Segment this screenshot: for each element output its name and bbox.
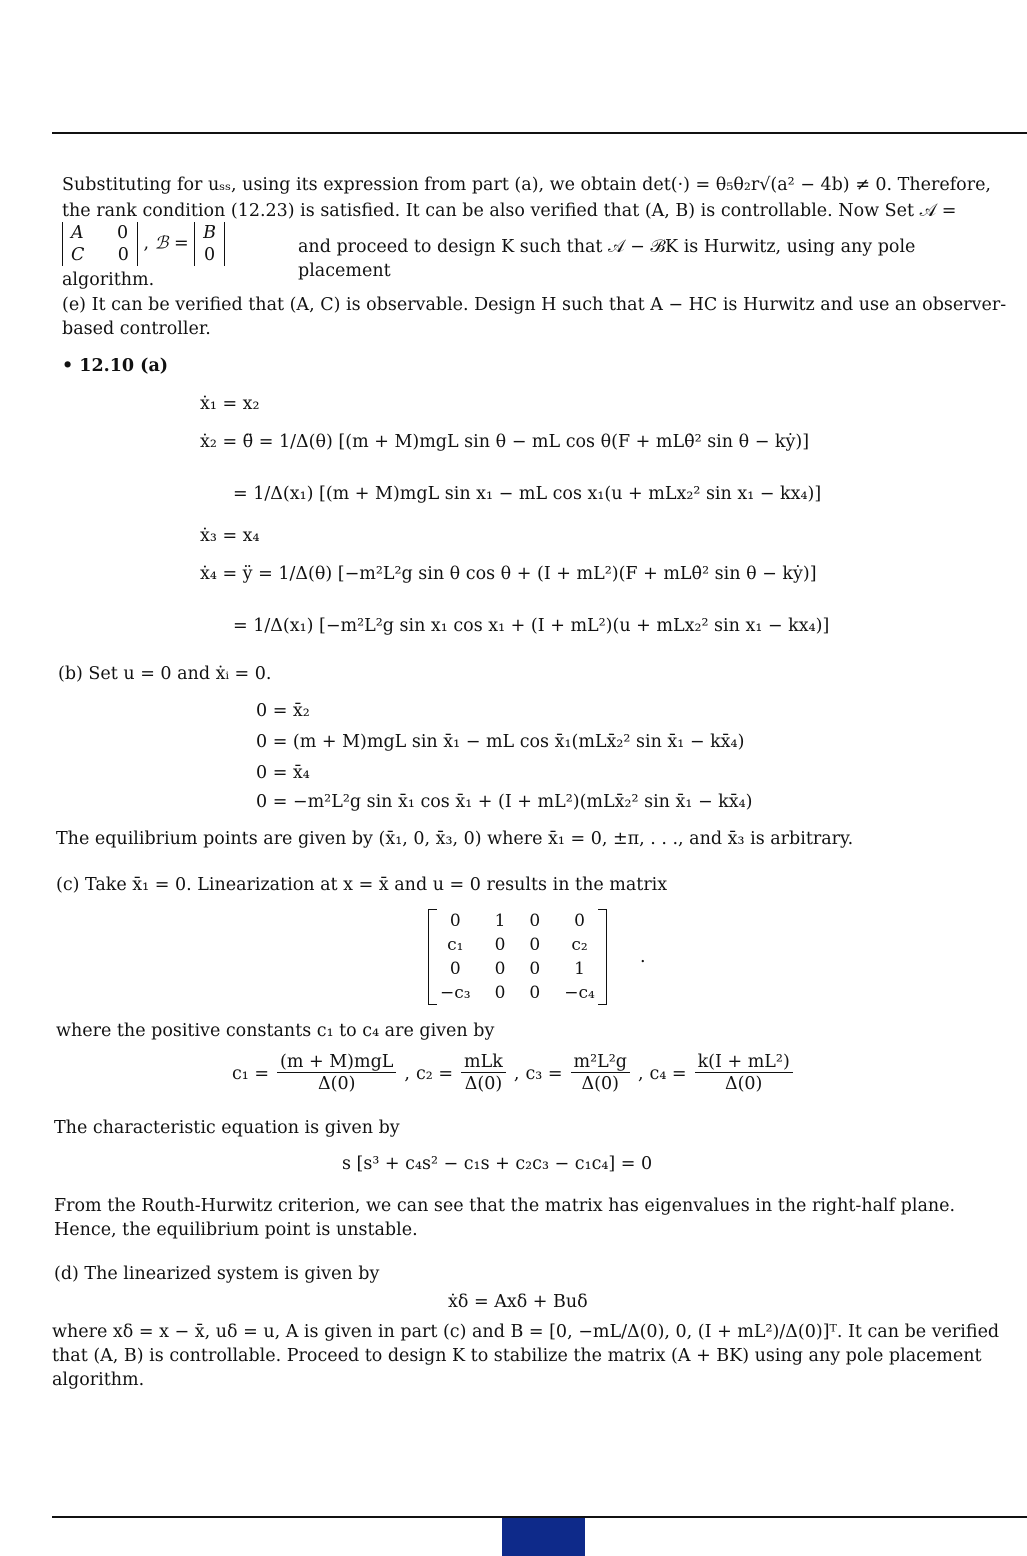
matrix-cell: 0 [529,911,541,931]
matrix-cell: 1 [494,911,506,931]
eq-a-5: ẋ₄ = ÿ = 1/Δ(θ) [−m²L²g sin θ cos θ + (I + mL²)(F + mLθ̇² sin θ − kẏ)] [200,564,817,584]
matrix-cell: c₂ [571,935,588,955]
constant-c1-fraction: $\frac{\text{(m + M)mgL}}{\Delta(0)}$ [277,1052,396,1095]
paragraph-substituting-3: and proceed to design K such that 𝒜 − ℬK is Hurwitz, using any pole placement [298,237,916,281]
eq-b-1: 0 = x̄₂ [256,701,310,721]
matrix-cell: c₁ [447,935,464,955]
block-matrix-A: A 0 C 0 , ℬ = B 0 [62,222,225,270]
matrix-period: . [640,947,646,967]
constant-c2-fraction: $\frac{\text{mLk}}{\Delta(0)}$ [461,1052,506,1095]
eq-a-1: ẋ₁ = x₂ [200,394,260,414]
eq-a-2: ẋ₂ = θ̈ = 1/Δ(θ) [(m + M)mgL sin θ − mL cos θ(F + mLθ̇² sin θ − kẏ)] [200,432,810,452]
constant-c3-lhs: c₃ = [525,1063,563,1084]
constant-c4-fraction: $\frac{\text{k(I + mL²)}}{\Delta(0)}$ [695,1052,793,1095]
matrix-cell: 0 [494,935,506,955]
constant-c1-lhs: c₁ = [232,1063,270,1084]
matrix-cell: 1 [574,959,585,979]
paragraph-substituting-2: the rank condition (12.23) is satisfied. It can be also verified that (A, B) is controllable. Now Set 𝒜 = [62,201,957,221]
matrix-cell: 0 [449,959,461,979]
constant-c2-lhs: c₂ = [416,1063,454,1084]
matrix-cell: 0 [529,959,541,979]
matrix-cell: 0 [529,935,541,955]
matrix-cell: 0 [529,983,541,1003]
part-d-intro: (d) The linearized system is given by [54,1264,380,1284]
char-eq-intro: The characteristic equation is given by [54,1118,400,1138]
matrix-cell: 0 [574,911,585,931]
header-rule [52,132,1027,134]
routh-text: From the Routh-Hurwitz criterion, we can see that the matrix has eigenvalues in the right-half plane. Hence, the equilibrium point is unstable. [54,1196,956,1240]
linearization-matrix [428,909,607,1005]
eq-a-6: = 1/Δ(x₁) [−m²L²g sin x₁ cos x₁ + (I + mL²)(u + mLx₂² sin x₁ − kx₄)] [233,616,830,636]
constants-row: c₁ = $\frac{\text{(m + M)mgL}}{\Delta(0)}$ , c₂ = $\frac{\text{mLk}}{\Delta(0)}$ , c₃ = $\frac{\text{m²L²g}}{\Delta(0)}$ , c₄ = $\frac{\text{k(I + mL²)}}{\Delta(0)}$ [232,1052,795,1095]
footer-page-box [502,1518,585,1556]
paragraph-substituting-4: algorithm. [62,270,155,290]
paragraph-part-e: (e) It can be verified that (A, C) is observable. Design H such that A − HC is Hurwitz and use an observer-based controller. [62,295,1007,339]
eq-b-3: 0 = x̄₄ [256,763,310,783]
constant-c3-fraction: $\frac{\text{m²L²g}}{\Delta(0)}$ [571,1052,630,1095]
paragraph-substituting-1: Substituting for uₛₛ, using its expression from part (a), we obtain det(·) = θ₅θ₂r√(a² − 4b) ≠ 0. Therefore, [62,175,991,195]
lin-eq: ẋδ = Axδ + Buδ [448,1292,588,1312]
part-c-intro: (c) Take x̄₁ = 0. Linearization at x = x̄ and u = 0 results in the matrix [56,875,668,895]
final-text: where xδ = x − x̄, uδ = u, A is given in part (c) and B = [0, −mL/Δ(0), 0, (I + mL²)/Δ(0)]ᵀ. It can be verified that (A, B) is controllable. Proceed to design K to stabilize the matrix (A + BK) using any pole placement algorithm. [52,1322,1000,1390]
section-heading: • 12.10 (a) [62,356,169,376]
eq-b-4: 0 = −m²L²g sin x̄₁ cos x̄₁ + (I + mL²)(mLx̄₂² sin x̄₁ − kx̄₄) [256,792,753,812]
constant-c4-lhs: c₄ = [649,1063,687,1084]
matrix-cell: 0 [449,911,461,931]
matrix-cell: −c₃ [440,983,471,1003]
matrix-cell: −c₄ [564,983,595,1003]
matrix-cell: 0 [494,959,506,979]
eq-a-4: ẋ₃ = x₄ [200,526,260,546]
eq-b-2: 0 = (m + M)mgL sin x̄₁ − mL cos x̄₁(mLx̄₂² sin x̄₁ − kx̄₄) [256,732,745,752]
matrix-cell: 0 [494,983,506,1003]
constants-intro: where the positive constants c₁ to c₄ are given by [56,1021,495,1041]
part-b-intro: (b) Set u = 0 and ẋᵢ = 0. [58,664,272,684]
equilibrium-text: The equilibrium points are given by (x̄₁, 0, x̄₃, 0) where x̄₁ = 0, ±π, . . ., and x̄₃ is arbitrary. [56,829,854,849]
char-eq: s [s³ + c₄s² − c₁s + c₂c₃ − c₁c₄] = 0 [342,1154,653,1174]
eq-a-3: = 1/Δ(x₁) [(m + M)mgL sin x₁ − mL cos x₁(u + mLx₂² sin x₁ − kx₄)] [233,484,822,504]
